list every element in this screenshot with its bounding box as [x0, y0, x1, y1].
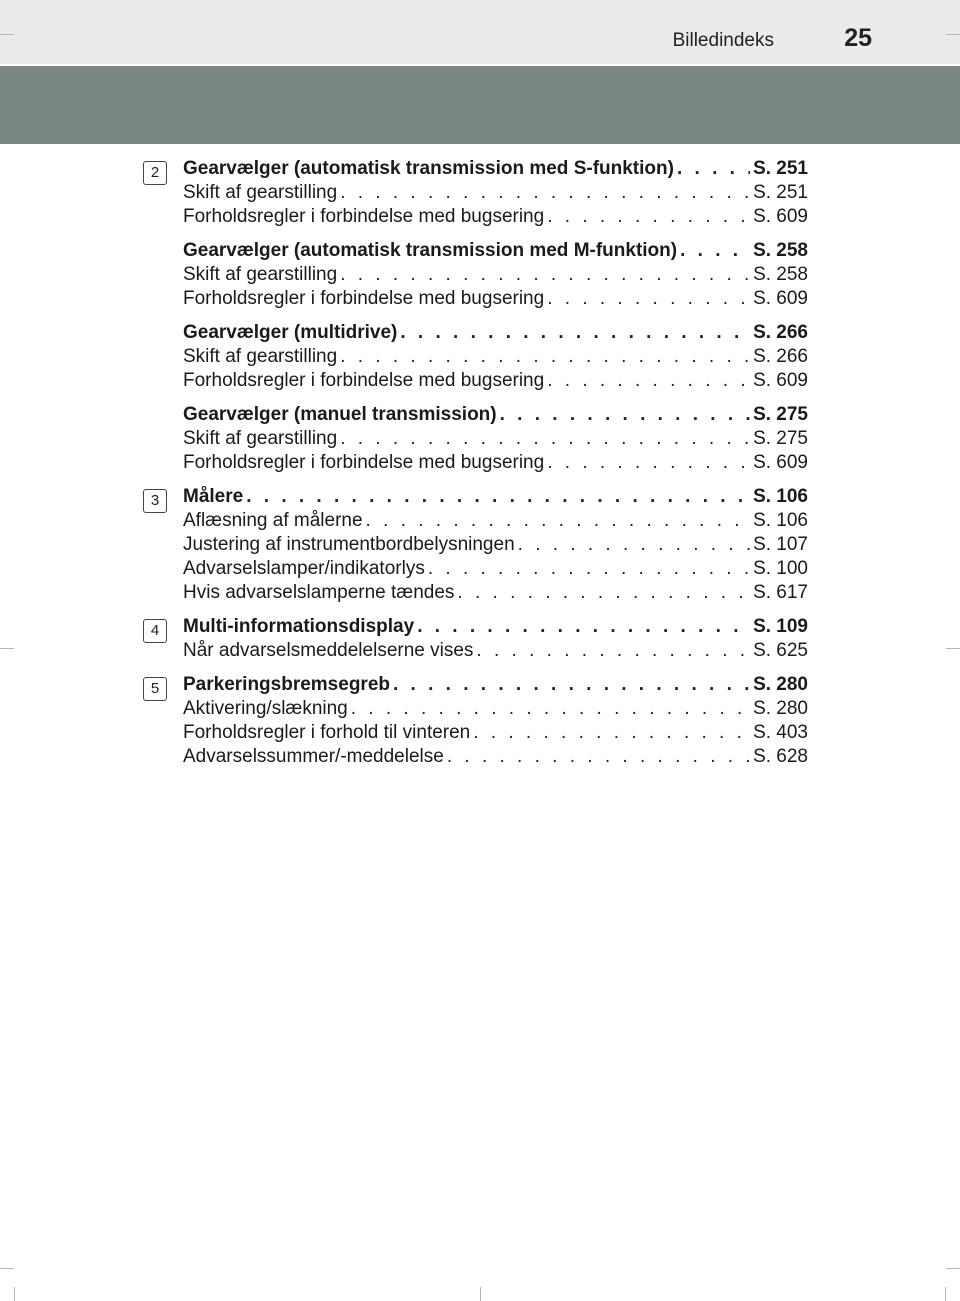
dot-leader — [547, 288, 750, 310]
crop-mark — [946, 34, 960, 35]
dot-leader — [393, 674, 750, 696]
entry-title: Advarselssummer/-meddelelse — [183, 746, 444, 767]
picture-index-list — [140, 158, 808, 780]
entry-title: Justering af instrumentbordbelysningen — [183, 534, 515, 555]
index-heading[interactable] — [183, 404, 808, 428]
index-section — [140, 674, 808, 770]
entry-title: Målere — [183, 486, 244, 507]
page-reference: S. 258 — [753, 264, 808, 285]
entry-title: Forholdsregler i forhold til vinteren — [183, 722, 471, 743]
entry-title: Skift af gearstilling — [183, 428, 338, 449]
dot-leader — [340, 346, 750, 368]
page-reference: S. 107 — [753, 534, 808, 555]
callout-number-badge: 5 — [143, 677, 167, 701]
callout-number-badge: 2 — [143, 161, 167, 185]
dot-leader — [476, 640, 750, 662]
page-reference: S. 280 — [753, 698, 808, 719]
index-entry[interactable] — [183, 264, 808, 288]
index-entry[interactable] — [183, 288, 808, 312]
index-heading[interactable] — [183, 486, 808, 510]
index-entry[interactable] — [183, 582, 808, 606]
dot-leader — [246, 486, 750, 508]
crop-mark — [14, 1287, 15, 1301]
crop-mark — [0, 648, 14, 649]
index-entry[interactable] — [183, 206, 808, 230]
entry-title: Forholdsregler i forbindelse med bugsering — [183, 370, 545, 391]
entry-title: Parkeringsbremsegreb — [183, 674, 390, 695]
crop-mark — [946, 1268, 960, 1269]
dot-leader — [518, 534, 750, 556]
index-entry[interactable] — [183, 370, 808, 394]
page-reference: S. 625 — [753, 640, 808, 661]
entry-title: Multi-informationsdisplay — [183, 616, 415, 637]
index-heading[interactable] — [183, 322, 808, 346]
dot-leader — [340, 428, 750, 450]
dot-leader — [400, 322, 750, 344]
index-heading[interactable] — [183, 616, 808, 640]
index-entry[interactable] — [183, 722, 808, 746]
dot-leader — [677, 158, 750, 180]
callout-number-badge: 3 — [143, 489, 167, 513]
entry-title: Aktivering/slækning — [183, 698, 348, 719]
page-reference: S. 280 — [753, 674, 808, 695]
crop-mark — [946, 648, 960, 649]
entry-title: Forholdsregler i forbindelse med bugsering — [183, 288, 545, 309]
page-reference: S. 106 — [753, 486, 808, 507]
dot-leader — [351, 698, 750, 720]
index-entry[interactable] — [183, 510, 808, 534]
index-section — [140, 616, 808, 664]
page-reference: S. 275 — [753, 404, 808, 425]
page-reference: S. 109 — [753, 616, 808, 637]
page-reference: S. 609 — [753, 288, 808, 309]
header-band — [0, 66, 960, 144]
index-heading[interactable] — [183, 674, 808, 698]
dot-leader — [547, 370, 750, 392]
index-entry[interactable] — [183, 452, 808, 476]
entry-title: Gearvælger (multidrive) — [183, 322, 398, 343]
page-reference: S. 403 — [753, 722, 808, 743]
dot-leader — [417, 616, 750, 638]
index-entry[interactable] — [183, 558, 808, 582]
entry-title: Når advarselsmeddelelserne vises — [183, 640, 474, 661]
index-group — [183, 240, 808, 312]
index-section — [140, 486, 808, 606]
page-reference: S. 609 — [753, 452, 808, 473]
index-section — [140, 158, 808, 476]
section-title: Billedindeks — [672, 30, 774, 51]
page-reference: S. 100 — [753, 558, 808, 579]
dot-leader — [428, 558, 750, 580]
index-entry[interactable] — [183, 746, 808, 770]
index-entry[interactable] — [183, 182, 808, 206]
page-reference: S. 266 — [753, 322, 808, 343]
callout-number-badge: 4 — [143, 619, 167, 643]
index-group — [183, 322, 808, 394]
index-heading[interactable] — [183, 158, 808, 182]
dot-leader — [500, 404, 750, 426]
dot-leader — [447, 746, 750, 768]
crop-mark — [0, 1268, 14, 1269]
entry-title: Gearvælger (automatisk transmission med M-funktion) — [183, 240, 678, 261]
dot-leader — [547, 452, 750, 474]
index-entry[interactable] — [183, 428, 808, 452]
entry-title: Advarselslamper/indikatorlys — [183, 558, 425, 579]
page-reference: S. 628 — [753, 746, 808, 767]
index-group — [183, 674, 808, 770]
dot-leader — [366, 510, 751, 532]
page-reference: S. 609 — [753, 370, 808, 391]
entry-title: Skift af gearstilling — [183, 182, 338, 203]
dot-leader — [340, 264, 750, 286]
entry-title: Aflæsning af målerne — [183, 510, 363, 531]
index-group — [183, 616, 808, 664]
index-entry[interactable] — [183, 698, 808, 722]
crop-mark — [0, 34, 14, 35]
index-group — [183, 404, 808, 476]
page-reference: S. 106 — [753, 510, 808, 531]
page-reference: S. 251 — [753, 158, 808, 179]
dot-leader — [473, 722, 750, 744]
entry-title: Forholdsregler i forbindelse med bugsering — [183, 206, 545, 227]
page-reference: S. 617 — [753, 582, 808, 603]
index-entry[interactable] — [183, 640, 808, 664]
index-group — [183, 486, 808, 606]
index-entry[interactable] — [183, 346, 808, 370]
entry-title: Gearvælger (automatisk transmission med S-funktion) — [183, 158, 674, 179]
index-group — [183, 158, 808, 230]
entry-title: Hvis advarselslamperne tændes — [183, 582, 455, 603]
dot-leader — [547, 206, 750, 228]
dot-leader — [680, 240, 750, 262]
crop-mark — [480, 1287, 481, 1301]
page-reference: S. 275 — [753, 428, 808, 449]
page-reference: S. 251 — [753, 182, 808, 203]
page-reference: S. 266 — [753, 346, 808, 367]
index-entry[interactable] — [183, 534, 808, 558]
entry-title: Skift af gearstilling — [183, 264, 338, 285]
dot-leader — [457, 582, 750, 604]
page-number: 25 — [844, 24, 872, 52]
page-reference: S. 609 — [753, 206, 808, 227]
index-heading[interactable] — [183, 240, 808, 264]
entry-title: Skift af gearstilling — [183, 346, 338, 367]
header-strip — [0, 0, 960, 64]
page-reference: S. 258 — [753, 240, 808, 261]
entry-title: Forholdsregler i forbindelse med bugsering — [183, 452, 545, 473]
dot-leader — [340, 182, 750, 204]
crop-mark — [945, 1287, 946, 1301]
entry-title: Gearvælger (manuel transmission) — [183, 404, 497, 425]
